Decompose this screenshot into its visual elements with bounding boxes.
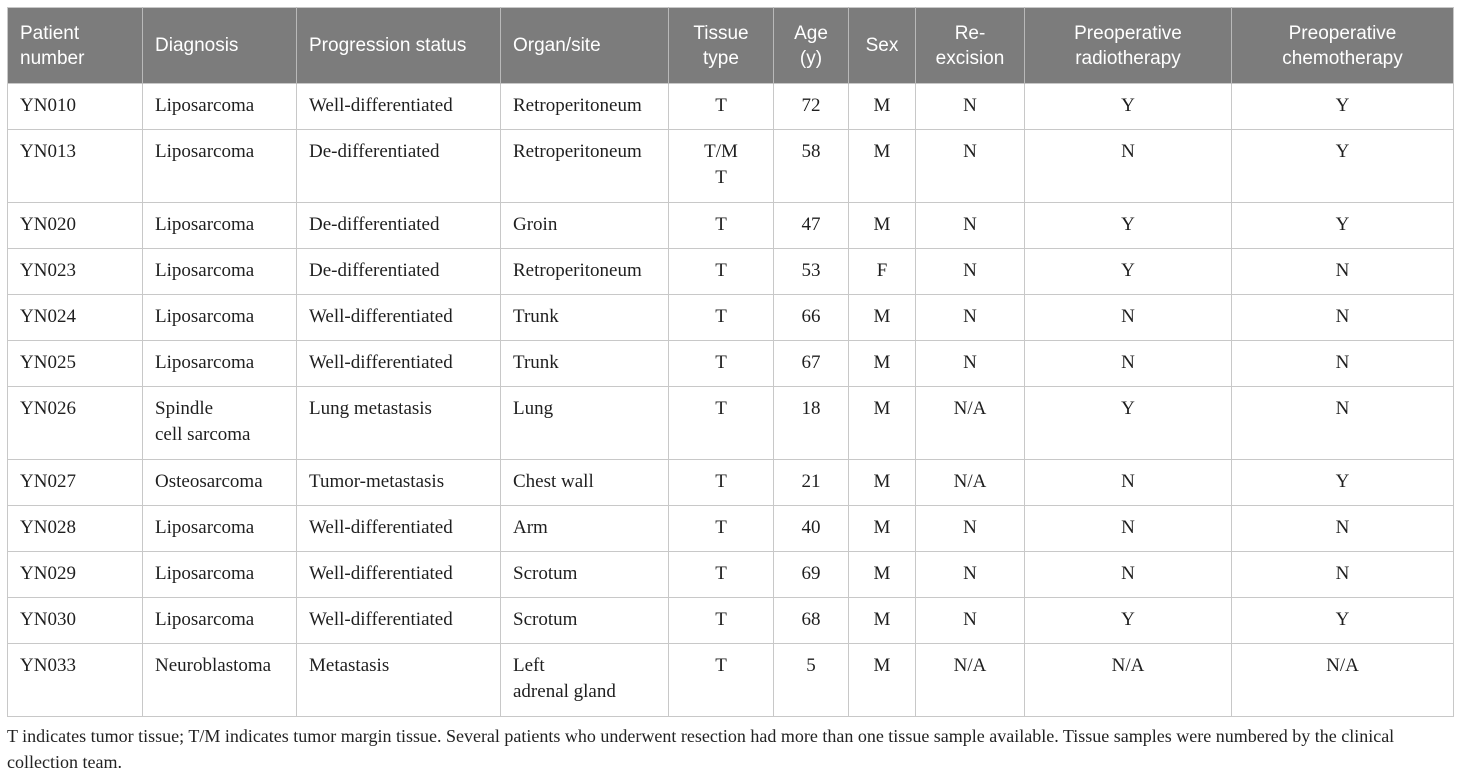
cell-text: N <box>963 352 977 373</box>
cell-text: Y <box>1335 214 1350 235</box>
cell-sex <box>849 341 916 387</box>
cell-text: adrenal gland <box>513 681 616 702</box>
cell-text: N <box>1121 471 1135 492</box>
cell-text: T <box>715 655 727 676</box>
cell-text: T <box>715 517 727 538</box>
cell-organ-site <box>501 387 669 460</box>
cell-organ-site <box>501 84 669 130</box>
cell-diagnosis <box>143 387 297 460</box>
cell-progression-status <box>297 506 501 552</box>
cell-text: Liposarcoma <box>155 306 255 327</box>
cell-text: N <box>963 609 977 630</box>
cell-text: T <box>715 471 727 492</box>
cell-text: YN024 <box>20 306 76 327</box>
header-re-excision: Re- excision <box>916 8 1025 84</box>
cell-age <box>774 295 849 341</box>
patient-table <box>7 7 1454 717</box>
cell-preoperative-chemotherapy <box>1232 387 1454 460</box>
cell-text: Well-differentiated <box>309 517 453 538</box>
cell-preoperative-chemotherapy <box>1232 295 1454 341</box>
cell-age <box>774 203 849 249</box>
cell-text: YN029 <box>20 563 76 584</box>
cell-text: Y <box>1335 95 1350 116</box>
cell-diagnosis <box>143 644 297 717</box>
cell-re-excision <box>916 506 1025 552</box>
cell-preoperative-radiotherapy <box>1025 387 1232 460</box>
cell-text: Liposarcoma <box>155 609 255 630</box>
cell-text: N <box>1335 352 1350 373</box>
cell-text: M <box>873 517 891 538</box>
cell-text: Y <box>1121 214 1135 235</box>
cell-age <box>774 552 849 598</box>
cell-text: Liposarcoma <box>155 352 255 373</box>
cell-text: Liposarcoma <box>155 141 255 162</box>
cell-text: YN027 <box>20 471 76 492</box>
cell-progression-status <box>297 460 501 506</box>
cell-age <box>774 644 849 717</box>
cell-text: Liposarcoma <box>155 95 255 116</box>
cell-patient-number <box>8 598 143 644</box>
cell-organ-site <box>501 341 669 387</box>
cell-tissue-type <box>669 249 774 295</box>
cell-preoperative-chemotherapy <box>1232 644 1454 717</box>
cell-text: T <box>715 95 727 116</box>
cell-re-excision <box>916 644 1025 717</box>
header-organ-site: Organ/site <box>501 8 669 84</box>
cell-text: 18 <box>801 398 821 419</box>
cell-text: M <box>873 471 891 492</box>
cell-text: N <box>1335 306 1350 327</box>
cell-sex <box>849 130 916 203</box>
cell-progression-status <box>297 341 501 387</box>
cell-text: Liposarcoma <box>155 214 255 235</box>
cell-patient-number <box>8 295 143 341</box>
cell-patient-number <box>8 506 143 552</box>
cell-text: Left <box>513 655 545 676</box>
cell-re-excision <box>916 460 1025 506</box>
cell-preoperative-chemotherapy <box>1232 460 1454 506</box>
cell-text: N <box>963 306 977 327</box>
cell-text: YN028 <box>20 517 76 538</box>
cell-age <box>774 387 849 460</box>
document <box>7 7 1453 775</box>
cell-diagnosis <box>143 552 297 598</box>
cell-text: YN026 <box>20 398 76 419</box>
table-row <box>8 203 1454 249</box>
cell-preoperative-chemotherapy <box>1232 130 1454 203</box>
cell-preoperative-radiotherapy <box>1025 341 1232 387</box>
cell-organ-site <box>501 460 669 506</box>
cell-sex <box>849 644 916 717</box>
cell-sex <box>849 387 916 460</box>
cell-text: N/A <box>953 655 987 676</box>
cell-preoperative-radiotherapy <box>1025 130 1232 203</box>
cell-patient-number <box>8 249 143 295</box>
cell-tissue-type <box>669 460 774 506</box>
table-body <box>8 84 1454 717</box>
cell-progression-status <box>297 84 501 130</box>
cell-tissue-type <box>669 84 774 130</box>
cell-organ-site <box>501 506 669 552</box>
cell-text: T <box>715 260 727 281</box>
cell-diagnosis <box>143 249 297 295</box>
cell-text: De-differentiated <box>309 214 440 235</box>
cell-organ-site <box>501 644 669 717</box>
cell-text: YN020 <box>20 214 76 235</box>
cell-tissue-type <box>669 341 774 387</box>
cell-text: 53 <box>801 260 821 281</box>
cell-preoperative-chemotherapy <box>1232 84 1454 130</box>
cell-preoperative-chemotherapy <box>1232 552 1454 598</box>
cell-text: Groin <box>513 214 558 235</box>
cell-text: N <box>1121 141 1135 162</box>
cell-re-excision <box>916 387 1025 460</box>
cell-preoperative-chemotherapy <box>1232 249 1454 295</box>
cell-text: N <box>963 141 977 162</box>
cell-progression-status <box>297 295 501 341</box>
cell-re-excision <box>916 130 1025 203</box>
cell-sex <box>849 460 916 506</box>
table-row <box>8 506 1454 552</box>
cell-diagnosis <box>143 295 297 341</box>
cell-text: Well-differentiated <box>309 609 453 630</box>
cell-diagnosis <box>143 84 297 130</box>
cell-text: N <box>1335 260 1350 281</box>
cell-text: Y <box>1335 609 1350 630</box>
table-row <box>8 552 1454 598</box>
cell-text: N <box>1121 306 1135 327</box>
cell-diagnosis <box>143 130 297 203</box>
cell-text: M <box>873 141 891 162</box>
cell-text: Chest wall <box>513 471 594 492</box>
cell-sex <box>849 552 916 598</box>
cell-text: De-differentiated <box>309 260 440 281</box>
cell-organ-site <box>501 249 669 295</box>
cell-text: N <box>1121 517 1135 538</box>
cell-text: Lung metastasis <box>309 398 432 419</box>
table-header-row <box>8 8 1454 84</box>
cell-progression-status <box>297 644 501 717</box>
cell-text: 66 <box>801 306 821 327</box>
cell-text: Well-differentiated <box>309 352 453 373</box>
header-tissue-type: Tissue type <box>669 8 774 84</box>
cell-text: Well-differentiated <box>309 95 453 116</box>
cell-text: N/A <box>1111 655 1145 676</box>
cell-preoperative-radiotherapy <box>1025 295 1232 341</box>
cell-text: N <box>1335 563 1350 584</box>
cell-text: YN023 <box>20 260 76 281</box>
cell-text: 69 <box>801 563 821 584</box>
cell-patient-number <box>8 644 143 717</box>
cell-re-excision <box>916 598 1025 644</box>
cell-age <box>774 598 849 644</box>
cell-text: F <box>876 260 888 281</box>
cell-text: M <box>873 398 891 419</box>
cell-text: Metastasis <box>309 655 390 676</box>
cell-patient-number <box>8 460 143 506</box>
cell-progression-status <box>297 552 501 598</box>
cell-text: N/A <box>1326 655 1359 676</box>
cell-text: 72 <box>801 95 821 116</box>
cell-tissue-type <box>669 552 774 598</box>
cell-text: Scrotum <box>513 609 578 630</box>
header-sex: Sex <box>849 8 916 84</box>
cell-text: T <box>715 398 727 419</box>
cell-progression-status <box>297 249 501 295</box>
header-preoperative-radiotherapy: Preoperative radiotherapy <box>1025 8 1232 84</box>
table-row <box>8 598 1454 644</box>
cell-text: YN030 <box>20 609 76 630</box>
cell-text: Spindle <box>155 398 214 419</box>
table-row <box>8 460 1454 506</box>
cell-text: N <box>1335 517 1350 538</box>
cell-diagnosis <box>143 203 297 249</box>
cell-patient-number <box>8 341 143 387</box>
cell-age <box>774 506 849 552</box>
cell-text: Lung <box>513 398 554 419</box>
cell-re-excision <box>916 249 1025 295</box>
cell-progression-status <box>297 203 501 249</box>
cell-preoperative-chemotherapy <box>1232 341 1454 387</box>
cell-text: Scrotum <box>513 563 578 584</box>
cell-text: M <box>873 95 891 116</box>
cell-text: N/A <box>953 398 987 419</box>
cell-text: 58 <box>801 141 821 162</box>
table-row <box>8 130 1454 203</box>
cell-diagnosis <box>143 460 297 506</box>
cell-age <box>774 341 849 387</box>
cell-text: 47 <box>801 214 821 235</box>
cell-preoperative-radiotherapy <box>1025 552 1232 598</box>
cell-preoperative-chemotherapy <box>1232 506 1454 552</box>
cell-tissue-type <box>669 295 774 341</box>
cell-text: 68 <box>801 609 821 630</box>
cell-text: T <box>715 214 727 235</box>
cell-text: YN013 <box>20 141 76 162</box>
cell-age <box>774 130 849 203</box>
cell-diagnosis <box>143 598 297 644</box>
cell-patient-number <box>8 203 143 249</box>
cell-text: Y <box>1121 398 1135 419</box>
cell-sex <box>849 598 916 644</box>
cell-text: T <box>715 352 727 373</box>
cell-sex <box>849 249 916 295</box>
cell-organ-site <box>501 552 669 598</box>
cell-organ-site <box>501 295 669 341</box>
cell-text: 67 <box>801 352 821 373</box>
cell-text: 40 <box>801 517 821 538</box>
cell-age <box>774 84 849 130</box>
cell-text: Osteosarcoma <box>155 471 263 492</box>
cell-text: Arm <box>513 517 548 538</box>
cell-text: M <box>873 352 891 373</box>
cell-preoperative-radiotherapy <box>1025 249 1232 295</box>
cell-text: Well-differentiated <box>309 563 453 584</box>
cell-progression-status <box>297 598 501 644</box>
cell-text: Trunk <box>513 352 559 373</box>
cell-tissue-type <box>669 598 774 644</box>
cell-patient-number <box>8 552 143 598</box>
cell-sex <box>849 295 916 341</box>
cell-text: Y <box>1121 609 1135 630</box>
cell-re-excision <box>916 295 1025 341</box>
cell-age <box>774 460 849 506</box>
cell-text: Retroperitoneum <box>513 141 642 162</box>
table-footnote: T indicates tumor tissue; T/M indicates tumor margin tissue. Several patients who underwent resection had more than one tissue sample available. Tissue samples were numbered by the clinical collection team. <box>7 726 1395 772</box>
cell-preoperative-chemotherapy <box>1232 203 1454 249</box>
cell-tissue-type <box>669 130 774 203</box>
header-patient-number: Patient number <box>8 8 143 84</box>
table-row <box>8 249 1454 295</box>
cell-text: M <box>873 609 891 630</box>
cell-patient-number <box>8 130 143 203</box>
cell-progression-status <box>297 387 501 460</box>
cell-text: T/M <box>704 141 738 162</box>
cell-tissue-type <box>669 506 774 552</box>
cell-text: Y <box>1335 471 1350 492</box>
cell-preoperative-radiotherapy <box>1025 506 1232 552</box>
cell-text: Tumor-metastasis <box>309 471 445 492</box>
cell-re-excision <box>916 84 1025 130</box>
table-row <box>8 84 1454 130</box>
cell-text: 21 <box>801 471 821 492</box>
cell-tissue-type <box>669 644 774 717</box>
cell-text: N <box>963 563 977 584</box>
cell-diagnosis <box>143 341 297 387</box>
cell-organ-site <box>501 130 669 203</box>
cell-preoperative-radiotherapy <box>1025 460 1232 506</box>
cell-tissue-type <box>669 387 774 460</box>
cell-text: Y <box>1335 141 1350 162</box>
table-row <box>8 295 1454 341</box>
cell-text: T <box>715 167 727 188</box>
cell-text: De-differentiated <box>309 141 440 162</box>
cell-preoperative-chemotherapy <box>1232 598 1454 644</box>
cell-text: T <box>715 563 727 584</box>
cell-text: YN025 <box>20 352 76 373</box>
header-age: Age (y) <box>774 8 849 84</box>
cell-text: N <box>1335 398 1350 419</box>
cell-preoperative-radiotherapy <box>1025 598 1232 644</box>
cell-preoperative-radiotherapy <box>1025 644 1232 717</box>
cell-patient-number <box>8 84 143 130</box>
cell-text: N <box>963 214 977 235</box>
cell-text: Neuroblastoma <box>155 655 272 676</box>
cell-re-excision <box>916 341 1025 387</box>
cell-text: 5 <box>806 655 816 676</box>
cell-text: T <box>715 609 727 630</box>
table-row <box>8 341 1454 387</box>
cell-text: Well-differentiated <box>309 306 453 327</box>
cell-text: M <box>873 563 891 584</box>
cell-text: N <box>963 95 977 116</box>
cell-tissue-type <box>669 203 774 249</box>
cell-text: M <box>873 214 891 235</box>
cell-preoperative-radiotherapy <box>1025 203 1232 249</box>
cell-sex <box>849 84 916 130</box>
cell-text: Y <box>1121 95 1135 116</box>
cell-text: Trunk <box>513 306 559 327</box>
cell-text: Retroperitoneum <box>513 95 642 116</box>
cell-text: Liposarcoma <box>155 260 255 281</box>
cell-text: YN010 <box>20 95 76 116</box>
cell-text: cell sarcoma <box>155 424 251 445</box>
cell-diagnosis <box>143 506 297 552</box>
cell-text: N <box>963 517 977 538</box>
cell-text: N/A <box>953 471 987 492</box>
table-row <box>8 387 1454 460</box>
cell-text: M <box>873 306 891 327</box>
cell-re-excision <box>916 552 1025 598</box>
cell-organ-site <box>501 203 669 249</box>
cell-sex <box>849 203 916 249</box>
cell-text: N <box>1121 563 1135 584</box>
cell-progression-status <box>297 130 501 203</box>
cell-text: M <box>873 655 891 676</box>
cell-text: T <box>715 306 727 327</box>
cell-text: N <box>963 260 977 281</box>
cell-text: Liposarcoma <box>155 563 255 584</box>
header-diagnosis: Diagnosis <box>143 8 297 84</box>
cell-age <box>774 249 849 295</box>
cell-re-excision <box>916 203 1025 249</box>
cell-text: Liposarcoma <box>155 517 255 538</box>
cell-organ-site <box>501 598 669 644</box>
cell-text: N <box>1121 352 1135 373</box>
cell-patient-number <box>8 387 143 460</box>
header-progression-status: Progression status <box>297 8 501 84</box>
cell-text: Y <box>1121 260 1135 281</box>
cell-sex <box>849 506 916 552</box>
header-preoperative-chemotherapy: Preoperative chemotherapy <box>1232 8 1454 84</box>
cell-preoperative-radiotherapy <box>1025 84 1232 130</box>
cell-text: YN033 <box>20 655 76 676</box>
cell-text: Retroperitoneum <box>513 260 642 281</box>
table-row <box>8 644 1454 717</box>
